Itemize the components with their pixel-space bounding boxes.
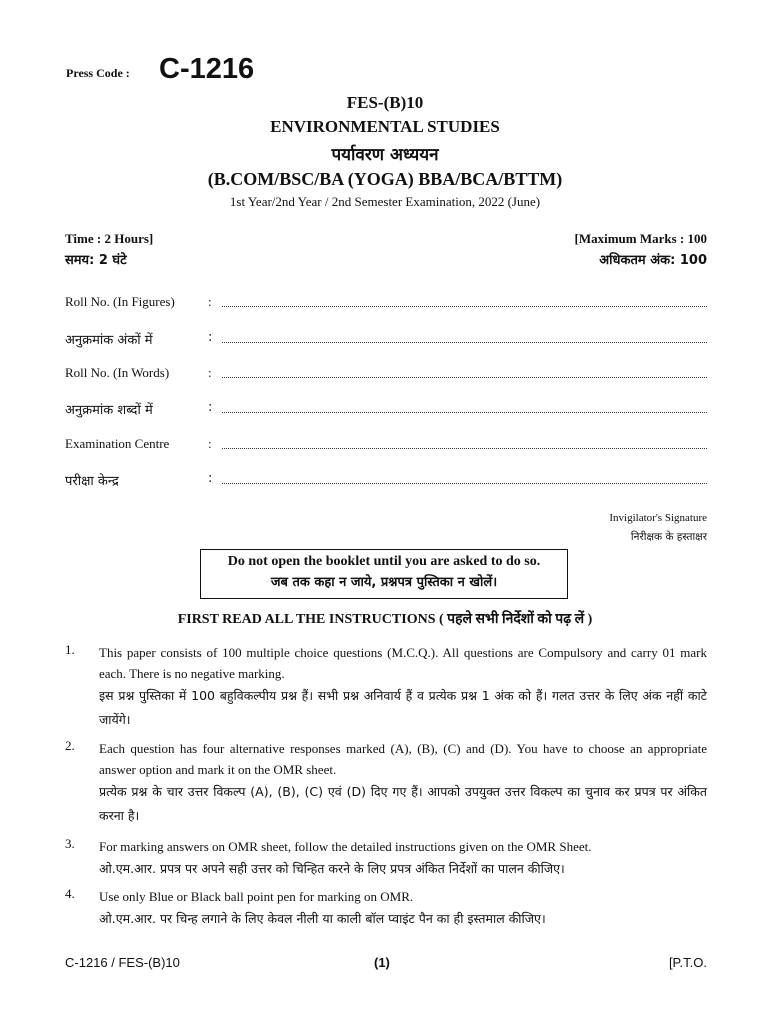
invigilator-signature-en: Invigilator's Signature [609,512,707,524]
notice-en: Do not open the booklet until you are asked to do so. [227,554,541,569]
field-blank-line[interactable] [222,483,707,484]
field-roll-figures[interactable] [65,294,707,314]
time-hi: समय: 2 घंटे [65,253,127,268]
instruction-text-hi: इस प्रश्न पुस्तिका में 100 बहुविकल्पीय प्रश्न हैं। सभी प्रश्न अनिवार्य हैं व प्रत्येक प्रश्न 1 अंक को हैं। गलत उत्तर के लिए अंक नहीं काटे जायेंगे। [99,688,707,727]
instruction-text-en: For marking answers on OMR sheet, follow the detailed instructions given on the OMR Sheet. [99,839,592,854]
field-colon: : [208,365,212,380]
press-code-label: Press Code : [66,66,130,80]
field-roll-words[interactable] [65,365,707,385]
field-label: Examination Centre [65,436,170,451]
instruction-number: 3. [65,836,75,851]
max-marks-hi: अधिकतम अंक: 100 [599,253,707,268]
instruction-number: 1. [65,642,75,657]
field-colon: : [208,330,213,345]
footer-page-number: (1) [374,955,390,970]
instruction-item [65,836,707,882]
notice-hi: जब तक कहा न जाये, प्रश्नपत्र पुस्तिका न खोलें। [270,575,498,590]
field-blank-line[interactable] [222,377,707,378]
field-colon: : [208,471,213,486]
instruction-text-en: This paper consists of 100 multiple choice questions (M.C.Q.). All questions are Compulsory and carry 01 mark each. There is no negative marking. [99,645,707,681]
field-roll-words-hi[interactable] [65,400,707,420]
instruction-item [65,738,707,828]
instructions-heading: FIRST READ ALL THE INSTRUCTIONS ( पहले सभी निर्देशों को पढ़ लें ) [177,612,593,627]
press-code-value: C-1216 [159,53,255,85]
field-label: Roll No. (In Words) [65,365,170,380]
field-colon: : [208,400,213,415]
field-blank-line[interactable] [222,306,707,307]
instruction-text-hi: ओ.एम.आर. प्रपत्र पर अपने सही उत्तर को चिन्हित करने के लिए प्रपत्र अंकित निर्देशों का पालन कीजिए। [99,861,565,876]
subject-title-en: ENVIRONMENTAL STUDIES [270,117,500,136]
field-colon: : [208,436,212,451]
field-blank-line[interactable] [222,412,707,413]
field-label: अनुक्रमांक शब्दों में [65,403,153,418]
subject-title-hi: पर्यावरण अध्ययन [331,145,439,165]
field-exam-centre[interactable] [65,436,707,456]
course-code: FES-(B)10 [346,93,424,112]
field-label: अनुक्रमांक अंकों में [65,333,153,348]
footer-code: C-1216 / FES-(B)10 [65,955,180,970]
instruction-item [65,642,707,732]
notice-box [200,549,568,599]
exam-session: 1st Year/2nd Year / 2nd Semester Examination, 2022 (June) [229,194,541,209]
instruction-text-hi: प्रत्येक प्रश्न के चार उत्तर विकल्प (A), (B), (C) एवं (D) दिए गए हैं। आपको उपयुक्त उत्तर विकल्प का चुनाव कर प्रपत्र पर अंकित करना है। [99,784,707,823]
time-en: Time : 2 Hours] [65,231,154,246]
field-colon: : [208,294,212,309]
instruction-text-hi: ओ.एम.आर. पर चिन्ह लगाने के लिए केवल नीली या काली बॉल प्वाइंट पैन का ही इस्तमाल कीजिए। [99,911,546,926]
field-blank-line[interactable] [222,342,707,343]
program-list: (B.COM/BSC/BA (YOGA) BBA/BCA/BTTM) [207,169,563,189]
field-label: परीक्षा केन्द्र [65,474,119,489]
instruction-item [65,886,707,932]
max-marks-en: [Maximum Marks : 100 [574,231,707,246]
instruction-text-en: Each question has four alternative responses marked (A), (B), (C) and (D). You have to choose an appropriate answer option and mark it on the OMR sheet. [99,741,707,777]
instruction-number: 2. [65,738,75,753]
field-label: Roll No. (In Figures) [65,294,175,309]
instruction-text-en: Use only Blue or Black ball point pen for marking on OMR. [99,889,414,904]
instruction-number: 4. [65,886,75,901]
field-roll-figures-hi[interactable] [65,330,707,350]
footer-pto: [P.T.O. [668,955,707,970]
field-blank-line[interactable] [222,448,707,449]
field-exam-centre-hi[interactable] [65,471,707,491]
invigilator-signature-hi: निरीक्षक के हस्ताक्षर [630,531,707,543]
